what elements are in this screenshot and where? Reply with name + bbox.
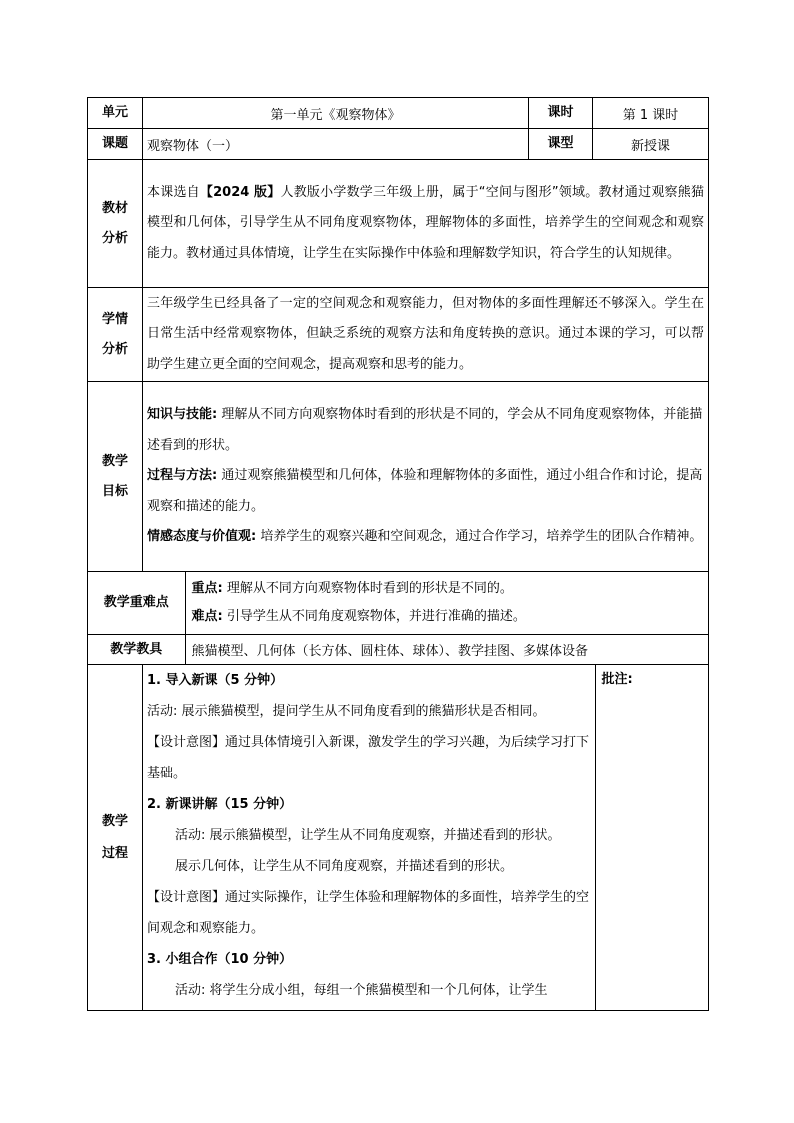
process-label-line-2: 过程 — [101, 845, 128, 861]
teaching-goals-content — [143, 382, 709, 572]
teaching-tools-row — [88, 635, 709, 665]
teaching-process-table — [143, 665, 708, 1010]
teaching-process-label — [88, 665, 143, 1011]
teaching-tools-cell — [88, 635, 709, 665]
key-points-cell — [88, 572, 709, 635]
key-points-label: 教学重难点 — [88, 572, 185, 634]
material-label-line-1: 教材 — [101, 200, 128, 216]
unit-label: 单元 — [88, 98, 143, 129]
goal-attitude-title: 情感态度与价值观: — [147, 529, 257, 545]
lesson-plan-page — [87, 97, 708, 1011]
step-3-title — [147, 944, 591, 975]
step-1-title-text: 1. 导入新课（5 分钟） — [147, 673, 284, 688]
focus-label: 重点: — [191, 581, 223, 596]
teaching-goals-row — [88, 382, 709, 572]
step-2-intent-text: 通过实际操作，让学生体验和理解物体的多面性，培养学生的空间观念和观察能力。 — [147, 890, 590, 936]
teaching-tools-table — [88, 635, 708, 664]
difficulty-line — [192, 603, 703, 631]
goal-knowledge-title: 知识与技能: — [147, 407, 218, 423]
period-label: 课时 — [529, 98, 593, 129]
teaching-tools-label: 教学教具 — [88, 635, 185, 664]
teaching-goals-label — [88, 382, 143, 572]
goal-knowledge-text: 理解从不同方向观察物体时看到的形状是不同的，学会从不同角度观察物体，并能描述看到的形状。 — [147, 407, 703, 453]
material-analysis-row — [88, 160, 709, 288]
step-2-activity-1: 活动: 展示熊猫模型，让学生从不同角度观察，并描述看到的形状。 — [175, 828, 561, 843]
teaching-process-row — [88, 665, 709, 1011]
unit-row — [88, 98, 709, 129]
step-1-intent-tag: 【设计意图】 — [147, 735, 226, 750]
goal-process-text: 通过观察熊猫模型和几何体，体验和理解物体的多面性，通过小组合作和讨论，提高观察和描述的能力。 — [147, 468, 703, 514]
material-text-edition: 【2024 版】 — [199, 184, 281, 200]
step-3-title-text: 3. 小组合作（10 分钟） — [147, 952, 293, 967]
process-label-line-1: 教学 — [101, 813, 128, 829]
material-analysis-text — [143, 160, 709, 288]
difficulty-text: 引导学生从不同角度观察物体，并进行准确的描述。 — [222, 609, 526, 624]
topic-label: 课题 — [88, 129, 143, 160]
material-text-pre: 本课选自 — [147, 184, 200, 200]
key-points-row — [88, 572, 709, 635]
topic-row — [88, 129, 709, 160]
student-label-line-2: 分析 — [101, 341, 128, 357]
topic-value: 观察物体（一） — [143, 129, 529, 160]
student-analysis-row — [88, 288, 709, 382]
period-value: 第 1 课时 — [593, 98, 709, 129]
student-label-line-1: 学情 — [101, 311, 128, 327]
step-1-activity: 活动: 展示熊猫模型，提问学生从不同角度看到的熊猫形状是否相同。 — [147, 704, 546, 719]
step-1-intent-text: 通过具体情境引入新课，激发学生的学习兴趣，为后续学习打下基础。 — [147, 735, 590, 781]
teaching-tools-text: 熊猫模型、几何体（长方体、圆柱体、球体）、教学挂图、多媒体设备 — [191, 644, 589, 659]
goal-process — [143, 461, 708, 522]
teaching-process-content — [143, 665, 595, 1010]
student-analysis-label — [88, 288, 143, 382]
material-label-line-2: 分析 — [101, 230, 128, 246]
step-2-intent — [147, 882, 591, 944]
step-2-activity-2: 展示几何体，让学生从不同角度观察，并描述看到的形状。 — [175, 859, 514, 874]
step-2-intent-tag: 【设计意图】 — [147, 890, 226, 905]
unit-value: 第一单元《观察物体》 — [143, 98, 529, 129]
material-analysis-label — [88, 160, 143, 288]
focus-line — [192, 575, 703, 603]
remark-column: 批注: — [601, 672, 633, 687]
key-points-content — [185, 572, 708, 634]
step-1-intent — [147, 727, 591, 789]
step-2-title-text: 2. 新课讲解（15 分钟） — [147, 797, 293, 812]
lesson-plan-table — [87, 97, 709, 1011]
key-points-table — [88, 572, 708, 634]
focus-text: 理解从不同方向观察物体时看到的形状是不同的。 — [222, 581, 513, 596]
step-3-activity: 活动: 将学生分成小组，每组一个熊猫模型和一个几何体，让学生 — [175, 983, 548, 998]
lesson-type-value: 新授课 — [593, 129, 709, 160]
goal-process-title: 过程与方法: — [147, 468, 218, 484]
student-analysis-text: 三年级学生已经具备了一定的空间观念和观察能力，但对物体的多面性理解还不够深入。学生在日常生活中经常观察物体，但缺乏系统的观察方法和角度转换的意识。通过本课的学习，可以帮助学生建立更全面的空间观念，提高观察和思考的能力。 — [143, 288, 709, 382]
goals-label-line-1: 教学 — [101, 453, 128, 469]
goal-attitude — [143, 522, 708, 553]
difficulty-label: 难点: — [191, 609, 223, 624]
goal-attitude-text: 培养学生的观察兴趣和空间观念，通过合作学习，培养学生的团队合作精神。 — [256, 529, 703, 545]
goals-label-line-2: 目标 — [101, 483, 128, 499]
teaching-process-cell — [143, 665, 709, 1011]
step-1-title — [147, 665, 591, 696]
goal-knowledge — [143, 400, 708, 461]
step-2-title — [147, 789, 591, 820]
material-text-body: 人教版小学数学三年级上册，属于“空间与图形”领域。教材通过观察熊猫模型和几何体，引导学生从不同角度观察物体，理解物体的多面性，培养学生的空间观念和观察能力。教材通过具体情境，让学生在实际操作中体验和理解数学知识，符合学生的认知规律。 — [147, 184, 705, 261]
lesson-type-label: 课型 — [529, 129, 593, 160]
